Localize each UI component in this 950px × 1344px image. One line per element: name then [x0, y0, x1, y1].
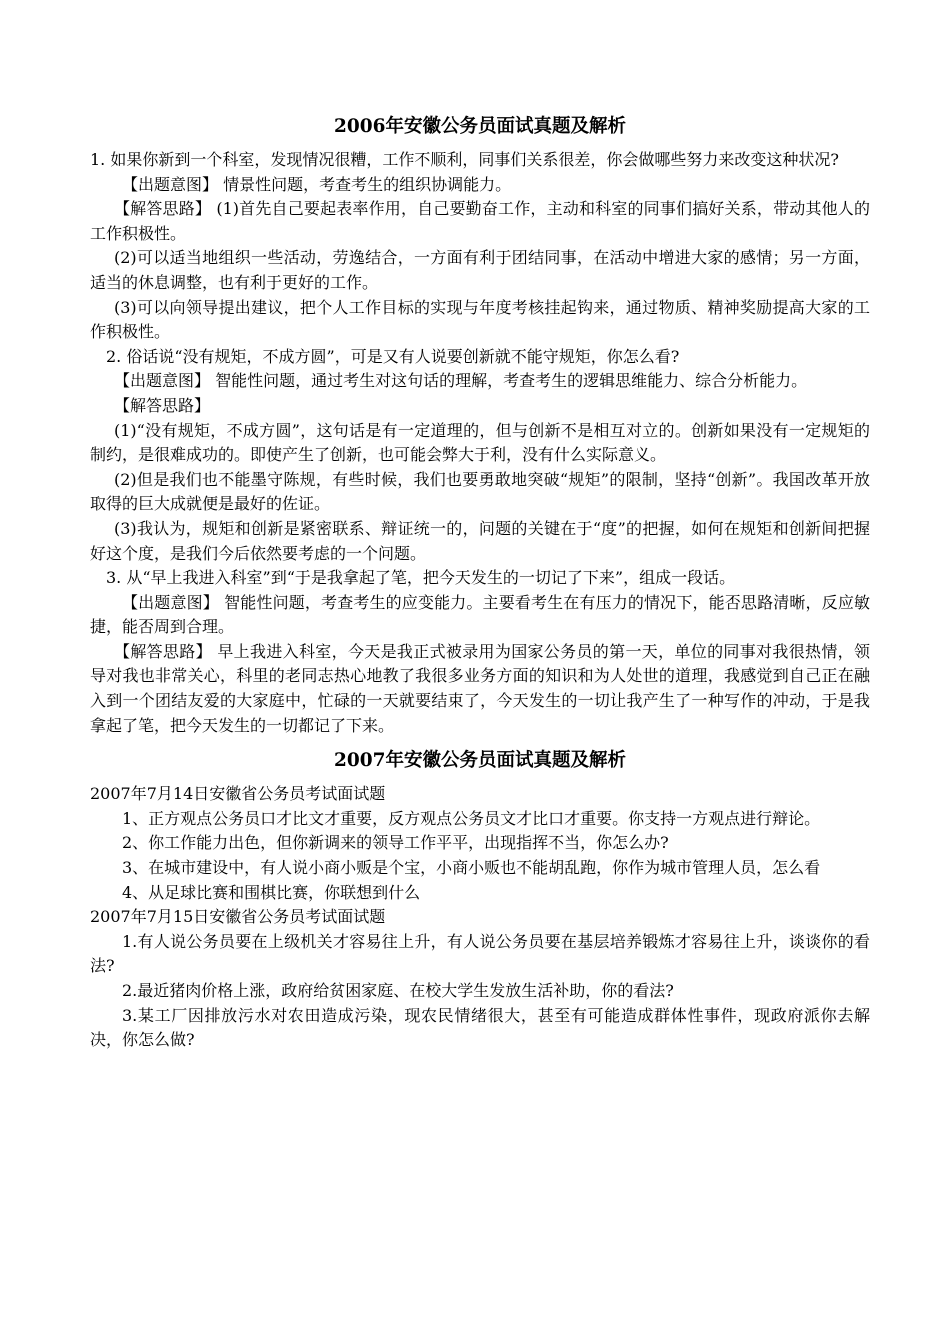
section-title-2006: 2006年安徽公务员面试真题及解析 — [334, 116, 626, 137]
q1-answer-1: 【解答思路】 (1)首先自己要起表率作用，自己要勤奋工作，主动和科室的同事们搞好关系，带动其他人的工作积极性。 — [90, 199, 870, 243]
q2-answer-label: 【解答思路】 — [114, 395, 211, 415]
day1-item-1: 1、正方观点公务员口才比文才重要，反方观点公务员文才比口才重要。你支持一方观点进行辩论。 — [122, 808, 821, 828]
answer-label: 【解答思路】 — [114, 199, 212, 219]
question-1: 1. 如果你新到一个科室，发现情况很糟，工作不顺利，同事们关系很差，你会做哪些努力来改变这种状况? — [90, 150, 839, 169]
day1-heading: 2007年7月14日安徽省公务员考试面试题 — [90, 784, 386, 804]
day2-item-1: 1.有人说公务员要在上级机关才容易往上升，有人说公务员要在基层培养锻炼才容易往上升，谈谈你的看法? — [90, 931, 870, 976]
q2-answer-2: (2)但是我们也不能墨守陈规，有些时候，我们也要勇敢地突破“规矩”的限制，坚持“创新”。我国改革开放取得的巨大成就便是最好的佐证。 — [90, 469, 870, 514]
day1-item-2: 2、你工作能力出色，但你新调来的领导工作平平，出现指挥不当，你怎么办? — [122, 833, 669, 853]
question-3: 3. 从“早上我进入科室”到“于是我拿起了笔，把今天发生的一切记了下来”，组成一段话。 — [106, 568, 736, 588]
day1-item-3: 3、在城市建设中，有人说小商小贩是个宝，小商小贩也不能胡乱跑，你作为城市管理人员，怎么看 — [122, 858, 821, 878]
q1-intent: 【出题意图】 情景性问题，考查考生的组织协调能力。 — [122, 174, 512, 194]
q3-answer: 【解答思路】 早上我进入科室，今天是我正式被录用为国家公务员的第一天，单位的同事对我很热情，领导对我也非常关心，科里的老同志热心地教了我很多业务方面的知识和为人处世的道理，我感觉到自己正在融入到一个团结友爱的大家庭中，忙碌的一天就要结束了，今天发生的一切让我产生了一种写作的冲动，于是我拿起了笔，把今天发生的一切都记了下来。 — [90, 641, 870, 735]
q2-intent: 【出题意图】 智能性问题，通过考生对这句话的理解，考查考生的逻辑思维能力、综合分析能力。 — [114, 371, 808, 391]
document-page — [90, 108, 870, 1053]
intent-label: 【出题意图】 — [122, 174, 219, 194]
q2-answer-1: (1)“没有规矩，不成方圆”，这句话是有一定道理的，但与创新不是相互对立的。创新如果没有一定规矩的制约，是很难成功的。即使产生了创新，也可能会弊大于利，没有什么实际意义。 — [90, 420, 870, 465]
question-2: 2. 俗话说“没有规矩，不成方圆”，可是又有人说要创新就不能守规矩，你怎么看? — [106, 346, 680, 366]
section-title-2007: 2007年安徽公务员面试真题及解析 — [334, 750, 626, 772]
day1-item-4: 4、从足球比赛和围棋比赛，你联想到什么 — [122, 882, 421, 902]
day2-item-2: 2.最近猪肉价格上涨，政府给贫困家庭、在校大学生发放生活补助，你的看法? — [122, 981, 674, 1000]
answer-label: 【解答思路】 — [114, 641, 212, 661]
day2-item-3: 3.某工厂因排放污水对农田造成污染，现农民情绪很大，甚至有可能造成群体性事件，现政府派你去解决，你怎么做? — [90, 1005, 870, 1050]
q1-answer-3: (3)可以向领导提出建议，把个人工作目标的实现与年度考核挂起钩来，通过物质、精神奖励提高大家的工作积极性。 — [90, 297, 870, 342]
intent-label: 【出题意图】 — [122, 592, 219, 612]
day2-heading: 2007年7月15日安徽省公务员考试面试题 — [90, 907, 386, 927]
intent-label: 【出题意图】 — [114, 371, 211, 391]
q3-intent: 【出题意图】 智能性问题，考查考生的应变能力。主要看考生在有压力的情况下，能否思路清晰，反应敏捷，能否周到合理。 — [90, 592, 870, 637]
q2-answer-3: (3)我认为，规矩和创新是紧密联系、辩证统一的，问题的关键在于“度”的把握，如何在规矩和创新间把握好这个度，是我们今后依然要考虑的一个问题。 — [90, 518, 870, 563]
q1-answer-2: (2)可以适当地组织一些活动，劳逸结合，一方面有利于团结同事，在活动中增进大家的感情；另一方面，适当的休息调整，也有利于更好的工作。 — [90, 248, 870, 292]
